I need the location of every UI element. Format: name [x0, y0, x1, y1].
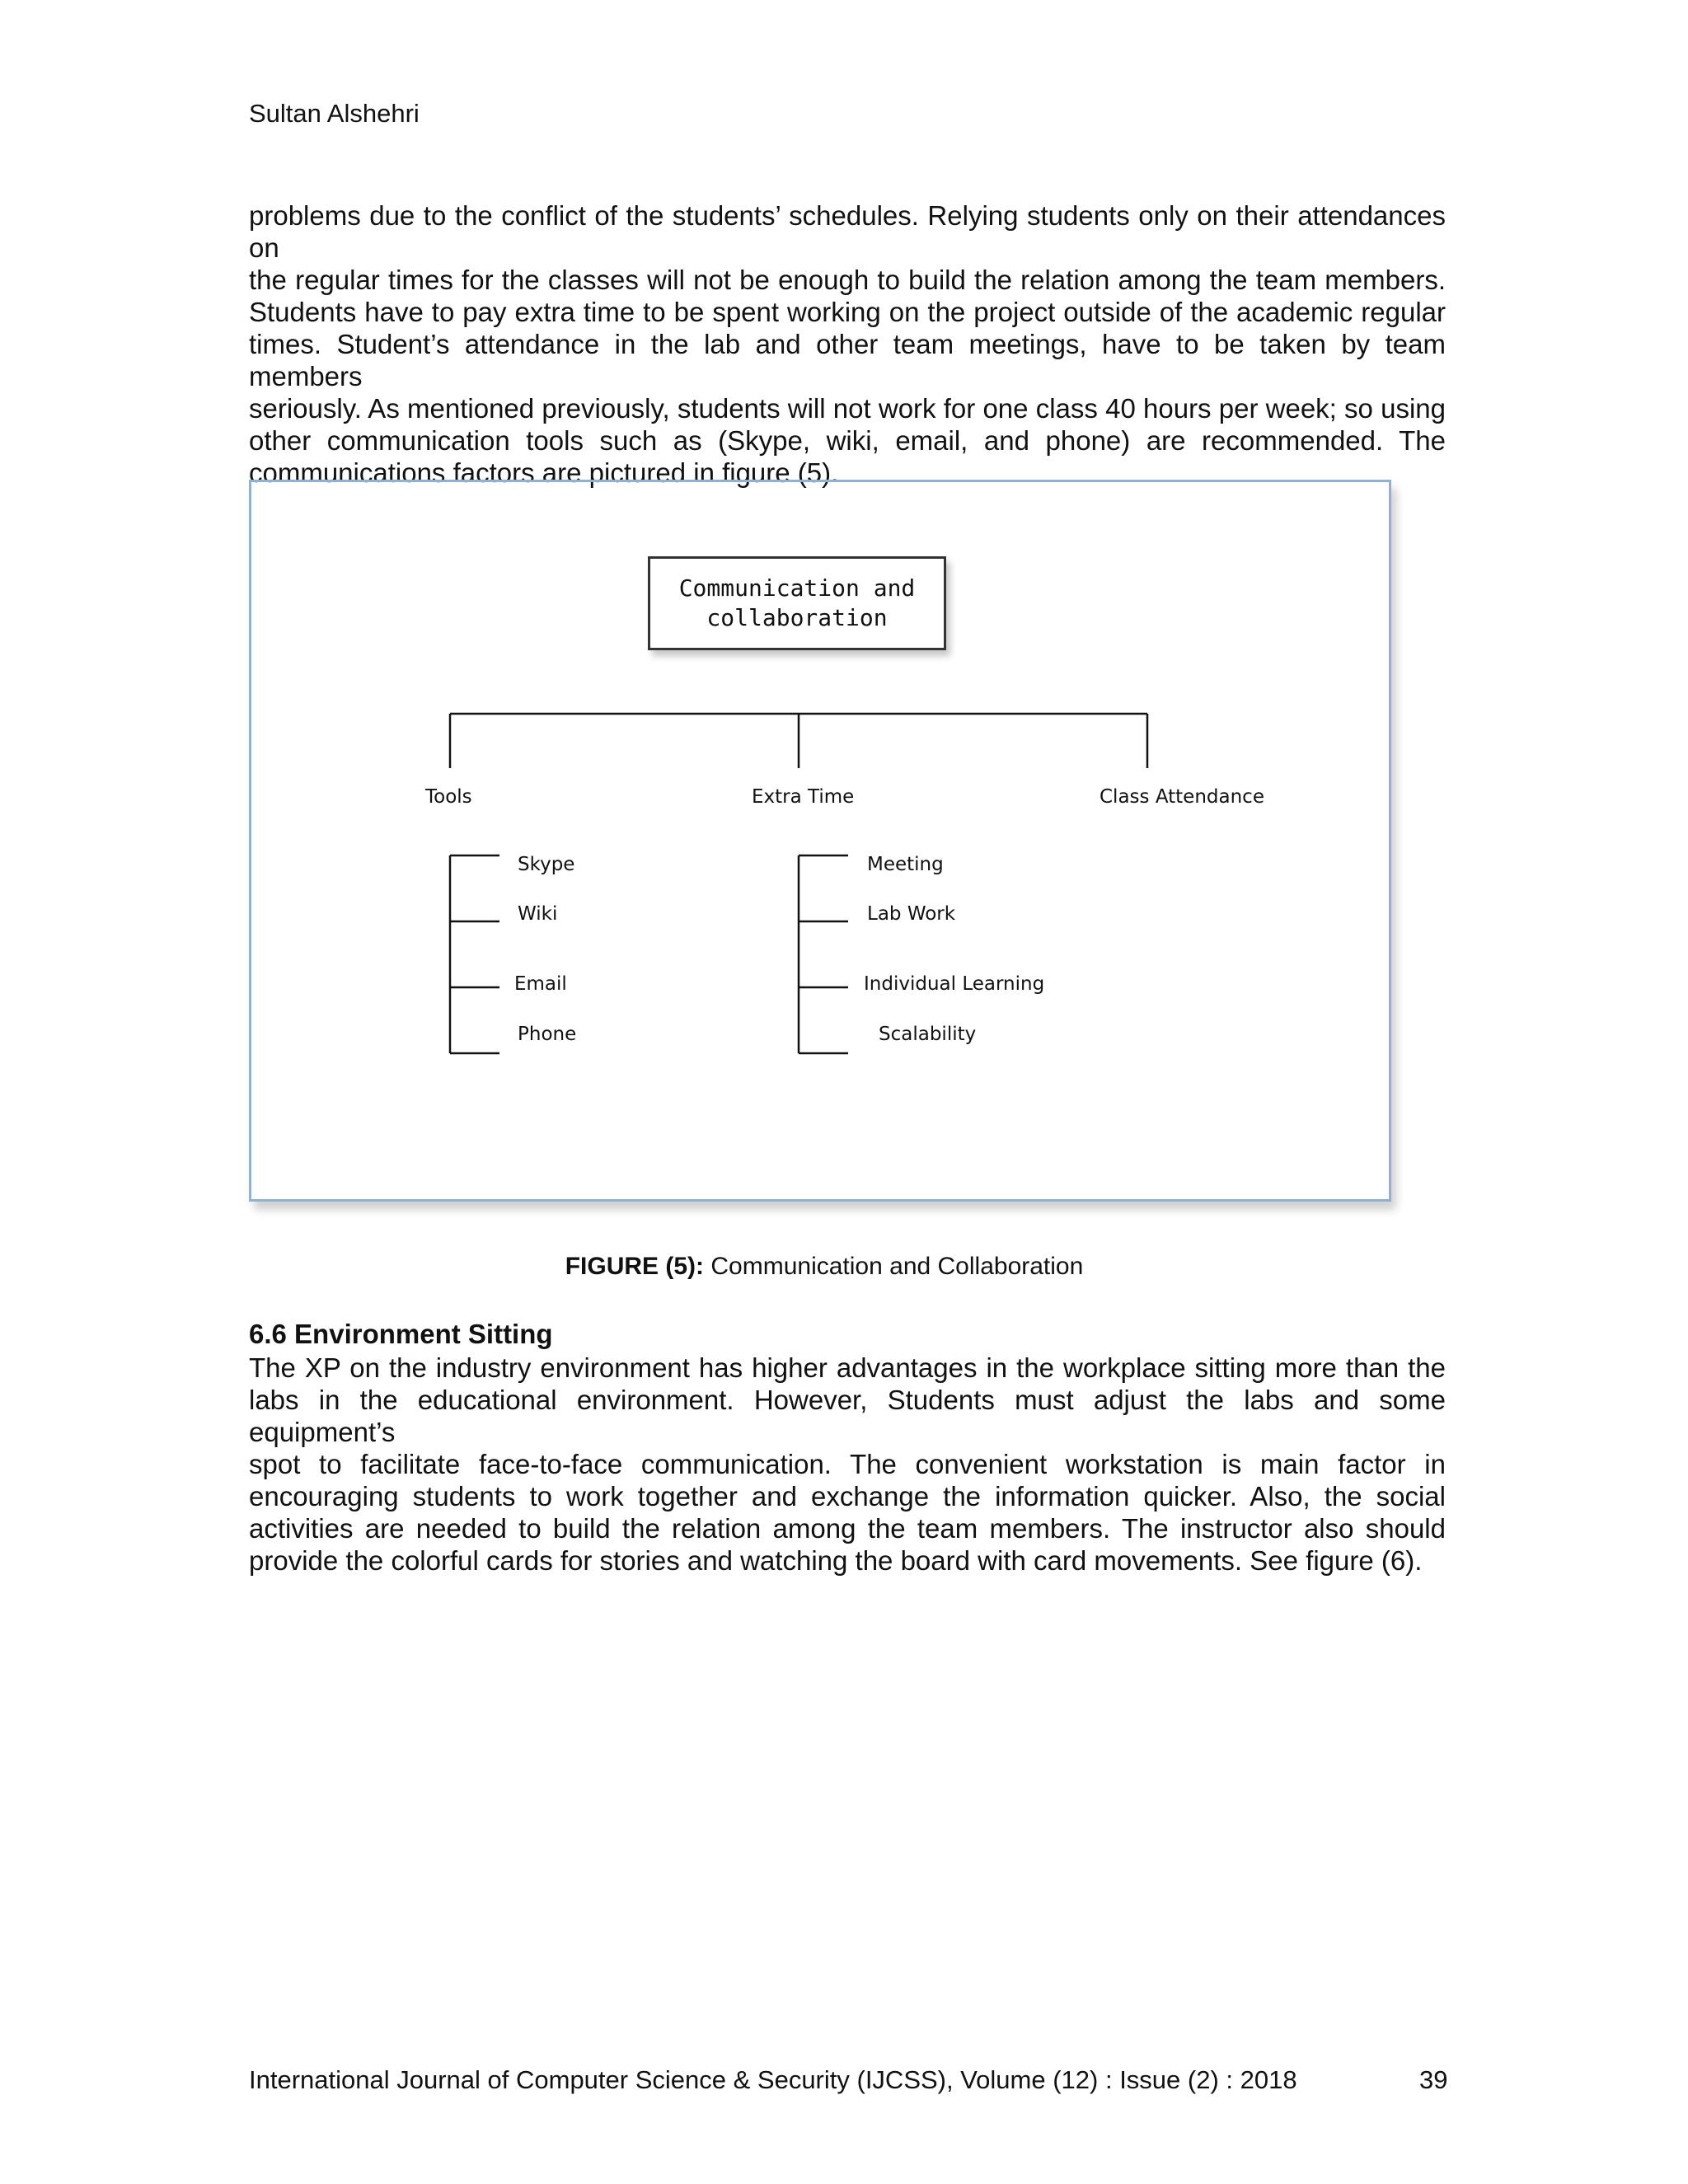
text-line: the regular times for the classes will not be enough to build the relation among the team members.: [249, 265, 1446, 295]
text-line: communications factors are pictured in figure (5).: [249, 457, 839, 488]
text-line: problems due to the conflict of the students’ schedules. Relying students only on their attendances on: [249, 200, 1446, 263]
footer-journal: International Journal of Computer Science & Security (IJCSS), Volume (12) : Issue (2) : 2018: [249, 2065, 1297, 2094]
text-line: encouraging students to work together and exchange the information quicker. Also, the social: [249, 1481, 1446, 1511]
caption-text: Communication and Collaboration: [710, 1253, 1084, 1280]
branch-class-attendance: Class Attendance: [1100, 786, 1264, 808]
tools-item-phone: Phone: [518, 1024, 577, 1045]
tools-item-email: Email: [514, 973, 567, 995]
figure-caption: [0, 1253, 1648, 1281]
branch-extra-time: Extra Time: [752, 786, 855, 808]
branch-tools: Tools: [425, 786, 472, 808]
tools-item-wiki: Wiki: [518, 903, 558, 925]
diagram-root-label: Communication and collaboration: [678, 574, 916, 631]
text-line: The XP on the industry environment has higher advantages in the workplace sitting more than the: [249, 1352, 1446, 1383]
tools-item-skype: Skype: [518, 854, 575, 875]
text-line: provide the colorful cards for stories and watching the board with card movements. See figure (6).: [249, 1545, 1423, 1576]
extra-item-scalability: Scalability: [879, 1024, 977, 1045]
extra-item-meeting: Meeting: [867, 854, 944, 875]
text-line: labs in the educational environment. However, Students must adjust the labs and some equipment’s: [249, 1385, 1446, 1447]
text-line: Students have to pay extra time to be spent working on the project outside of the academic regular: [249, 297, 1446, 327]
text-line: spot to facilitate face-to-face communication. The convenient workstation is main factor in: [249, 1449, 1446, 1479]
text-line: activities are needed to build the relation among the team members. The instructor also should: [249, 1513, 1446, 1544]
running-header: Sultan Alshehri: [249, 99, 420, 128]
extra-item-lab-work: Lab Work: [867, 903, 956, 925]
body-paragraph-2: [249, 1352, 1446, 1577]
text-line: other communication tools such as (Skype, wiki, email, and phone) are recommended. The: [249, 425, 1446, 456]
caption-label: FIGURE (5):: [565, 1253, 705, 1280]
extra-item-individual-learning: Individual Learning: [864, 973, 1045, 995]
text-line: seriously. As mentioned previously, students will not work for one class 40 hours per week; so using: [249, 393, 1446, 424]
page-number: 39: [1419, 2065, 1448, 2094]
section-heading: 6.6 Environment Sitting: [249, 1319, 553, 1349]
text-line: times. Student’s attendance in the lab and other team meetings, have to be taken by team members: [249, 329, 1446, 391]
